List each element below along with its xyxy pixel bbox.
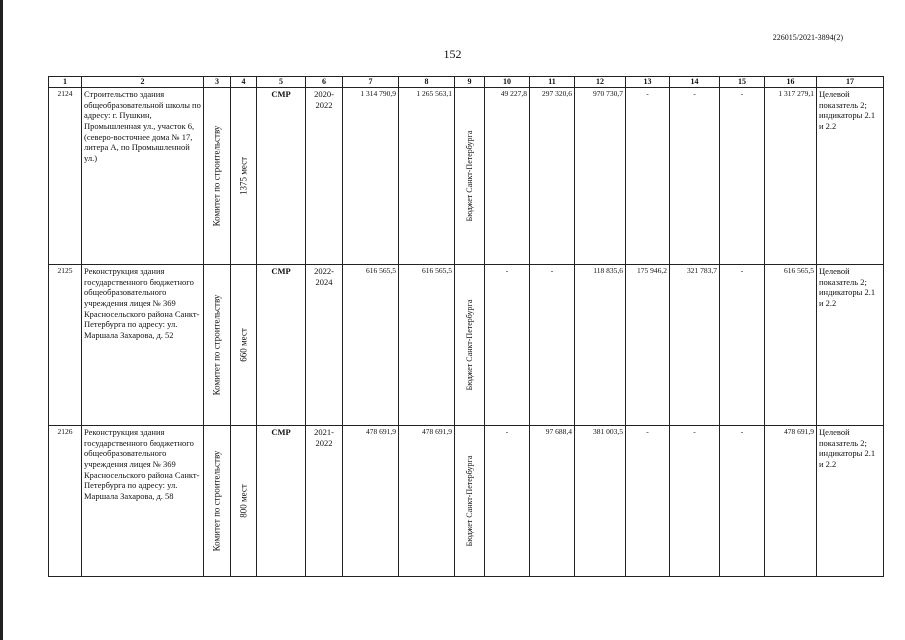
page-edge <box>0 0 3 640</box>
value-11: 97 688,4 <box>530 426 575 577</box>
source-text: Бюджет Санкт-Петербурга <box>464 299 474 391</box>
column-header: 12 <box>575 77 626 88</box>
source-cell <box>455 265 485 426</box>
value-13: - <box>626 426 670 577</box>
customer-cell <box>204 426 231 577</box>
column-header: 1 <box>49 77 82 88</box>
source-text: Бюджет Санкт-Петербурга <box>464 455 474 547</box>
capacity-text: 800 мест <box>237 484 248 518</box>
value-15: - <box>720 426 765 577</box>
table-row <box>49 426 884 577</box>
object-name: Реконструкция здания государственного бюджетного общеобразовательного учреждения лицея № 369 Красносельского района Санкт-Петербурга по адресу: ул. Маршала Захарова, д. 58 <box>82 426 204 577</box>
value-12: 118 835,6 <box>575 265 626 426</box>
value-16: 616 565,5 <box>765 265 817 426</box>
value-14: - <box>670 88 720 265</box>
row-id: 2125 <box>49 265 82 426</box>
value-8: 616 565,5 <box>399 265 455 426</box>
work-type: СМР <box>257 88 306 265</box>
work-type: СМР <box>257 426 306 577</box>
column-header: 17 <box>817 77 884 88</box>
table-row <box>49 88 884 265</box>
customer-text: Комитет по строительству <box>211 294 222 396</box>
customer-cell <box>204 88 231 265</box>
value-14: - <box>670 426 720 577</box>
source-cell <box>455 88 485 265</box>
indicator: Целевой показатель 2; индикаторы 2.1 и 2.2 <box>817 265 884 426</box>
value-12: 970 730,7 <box>575 88 626 265</box>
value-12: 381 003,5 <box>575 426 626 577</box>
value-13: - <box>626 88 670 265</box>
customer-cell <box>204 265 231 426</box>
column-header: 6 <box>306 77 343 88</box>
column-header: 14 <box>670 77 720 88</box>
value-7: 1 314 790,9 <box>343 88 399 265</box>
column-header: 4 <box>231 77 257 88</box>
value-14: 321 783,7 <box>670 265 720 426</box>
value-11: - <box>530 265 575 426</box>
row-id: 2126 <box>49 426 82 577</box>
value-7: 478 691,9 <box>343 426 399 577</box>
capacity-cell <box>231 88 257 265</box>
value-16: 1 317 279,1 <box>765 88 817 265</box>
header-row <box>49 77 884 88</box>
customer-text: Комитет по строительству <box>211 125 222 227</box>
object-name: Строительство здания общеобразовательной школы по адресу: г. Пушкин, Промышленная ул., участок 6, (северо-восточнее дома № 17, литера А, по Промышленной ул.) <box>82 88 204 265</box>
document-number: 226015/2021-3894(2) <box>772 33 843 42</box>
capacity-text: 660 мест <box>237 328 248 362</box>
column-header: 8 <box>399 77 455 88</box>
column-header: 7 <box>343 77 399 88</box>
indicator: Целевой показатель 2; индикаторы 2.1 и 2.2 <box>817 426 884 577</box>
work-type: СМР <box>257 265 306 426</box>
table-row <box>49 265 884 426</box>
capacity-cell <box>231 426 257 577</box>
program-table <box>48 76 884 577</box>
source-cell <box>455 426 485 577</box>
page-number: 152 <box>443 47 462 61</box>
capacity-text: 1375 мест <box>237 156 248 196</box>
period: 2021-2022 <box>306 426 343 577</box>
column-header: 9 <box>455 77 485 88</box>
row-id: 2124 <box>49 88 82 265</box>
value-15: - <box>720 265 765 426</box>
column-header: 2 <box>82 77 204 88</box>
column-header: 13 <box>626 77 670 88</box>
customer-text: Комитет по строительству <box>211 450 222 552</box>
column-header: 10 <box>485 77 530 88</box>
capacity-cell <box>231 265 257 426</box>
value-10: - <box>485 265 530 426</box>
column-header: 5 <box>257 77 306 88</box>
column-header: 15 <box>720 77 765 88</box>
value-10: - <box>485 426 530 577</box>
period: 2022-2024 <box>306 265 343 426</box>
value-7: 616 565,5 <box>343 265 399 426</box>
column-header: 3 <box>204 77 231 88</box>
value-15: - <box>720 88 765 265</box>
period: 2020-2022 <box>306 88 343 265</box>
column-header: 16 <box>765 77 817 88</box>
value-10: 49 227,8 <box>485 88 530 265</box>
value-8: 1 265 563,1 <box>399 88 455 265</box>
value-11: 297 320,6 <box>530 88 575 265</box>
column-header: 11 <box>530 77 575 88</box>
object-name: Реконструкция здания государственного бюджетного общеобразовательного учреждения лицея № 369 Красносельского района Санкт-Петербурга по адресу: ул. Маршала Захарова, д. 52 <box>82 265 204 426</box>
indicator: Целевой показатель 2; индикаторы 2.1 и 2.2 <box>817 88 884 265</box>
value-13: 175 946,2 <box>626 265 670 426</box>
value-16: 478 691,9 <box>765 426 817 577</box>
value-8: 478 691,9 <box>399 426 455 577</box>
source-text: Бюджет Санкт-Петербурга <box>464 130 474 222</box>
